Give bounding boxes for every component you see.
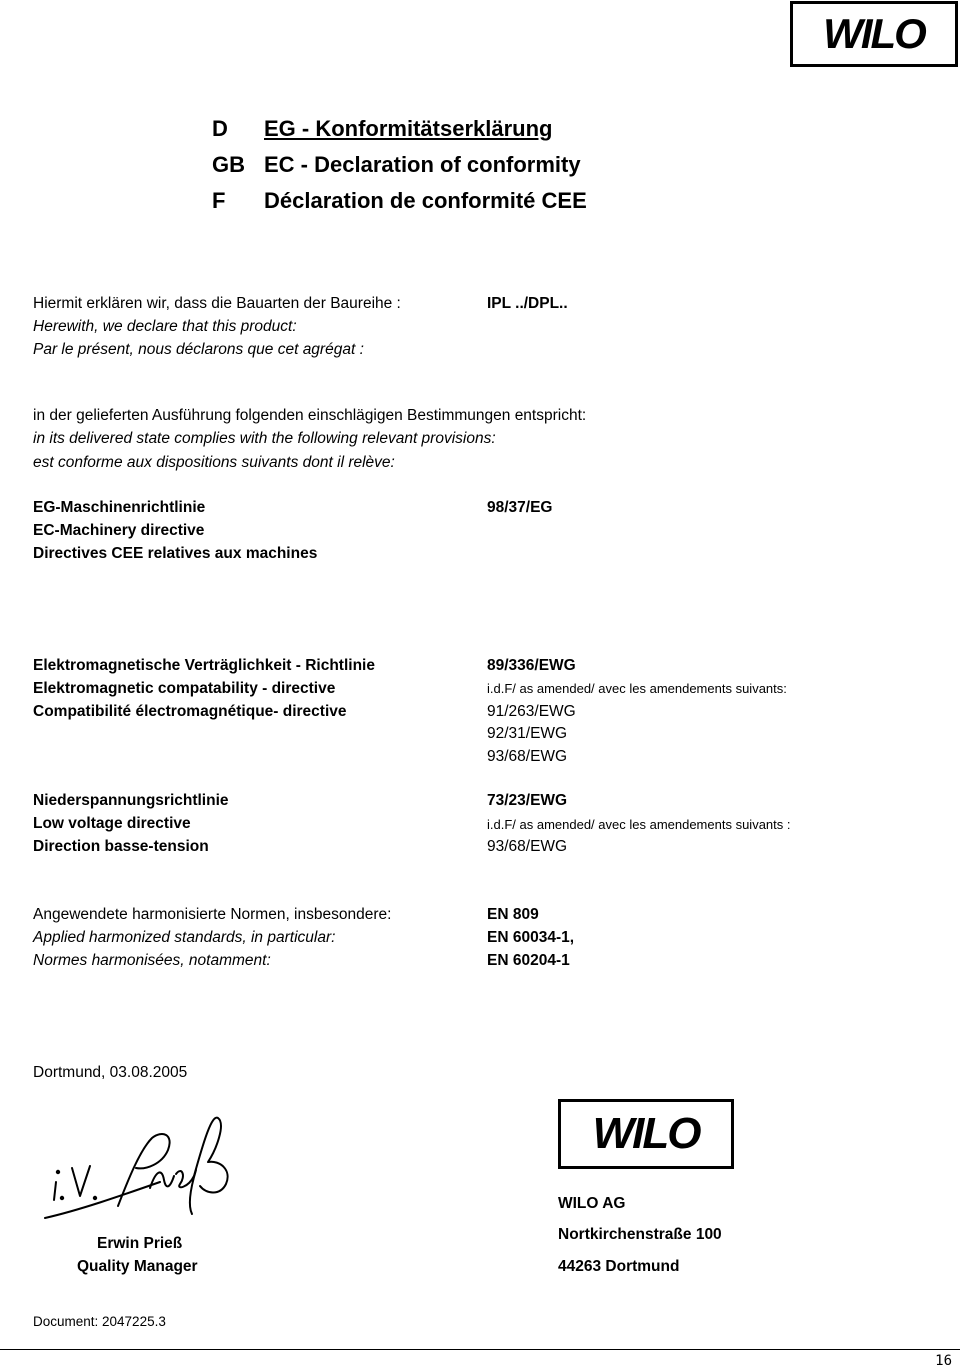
product-series: IPL ../DPL.. xyxy=(487,295,568,312)
header-logo-text: WILO xyxy=(823,10,925,57)
machinery-ref: 98/37/EG xyxy=(487,499,553,516)
header-logo xyxy=(790,1,958,67)
title-gb-text: EC - Declaration of conformity xyxy=(264,152,581,177)
emc-amendment: 93/68/EWG xyxy=(487,748,568,765)
emc-de: Elektromagnetische Verträglichkeit - Richtlinie xyxy=(33,657,375,674)
title-de-code: D xyxy=(212,116,228,141)
title-f-code: F xyxy=(212,188,226,213)
signatory-name: Erwin Prieß xyxy=(97,1235,183,1252)
low-voltage-fr: Direction basse-tension xyxy=(33,838,209,855)
emc-amendment: 92/31/EWG xyxy=(487,725,568,742)
standards-fr: Normes harmonisées, notamment: xyxy=(33,952,271,969)
emc-amended-note: i.d.F/ as amended/ avec les amendements suivants: xyxy=(487,681,787,696)
standards-en: Applied harmonized standards, in particular: xyxy=(33,929,336,946)
place-date: Dortmund, 03.08.2005 xyxy=(33,1064,188,1081)
declaration-de: Hiermit erklären wir, dass die Bauarten der Baureihe : xyxy=(33,295,401,312)
low-voltage-de: Niederspannungsrichtlinie xyxy=(33,792,229,809)
low-voltage-amendment: 93/68/EWG xyxy=(487,838,568,855)
standard-item: EN 60034-1, xyxy=(487,929,575,946)
signatory-role: Quality Manager xyxy=(77,1258,198,1275)
provisions-fr: est conforme aux dispositions suivants dont il relève: xyxy=(33,454,395,471)
provisions-de: in der gelieferten Ausführung folgenden einschlägigen Bestimmungen entspricht: xyxy=(33,407,587,424)
provisions-en: in its delivered state complies with the following relevant provisions: xyxy=(33,430,496,447)
title-gb xyxy=(212,152,581,178)
emc-en: Elektromagnetic compatability - directive xyxy=(33,680,336,697)
company-name: WILO AG xyxy=(558,1195,626,1212)
machinery-en: EC-Machinery directive xyxy=(33,522,205,539)
company-city: 44263 Dortmund xyxy=(558,1258,680,1275)
declaration-en: Herewith, we declare that this product: xyxy=(33,318,297,335)
standard-item: EN 809 xyxy=(487,906,539,923)
standards-de: Angewendete harmonisierte Normen, insbesondere: xyxy=(33,906,392,923)
title-gb-code: GB xyxy=(212,152,245,177)
company-logo xyxy=(558,1099,734,1169)
low-voltage-en: Low voltage directive xyxy=(33,815,191,832)
document-number: Document: 2047225.3 xyxy=(33,1314,166,1329)
machinery-fr: Directives CEE relatives aux machines xyxy=(33,545,318,562)
low-voltage-amended-note: i.d.F/ as amended/ avec les amendements suivants : xyxy=(487,817,791,832)
emc-amendment: 91/263/EWG xyxy=(487,703,576,720)
emc-fr: Compatibilité électromagnétique- directive xyxy=(33,703,347,720)
low-voltage-ref: 73/23/EWG xyxy=(487,792,568,809)
footer-rule xyxy=(0,1349,960,1350)
company-street: Nortkirchenstraße 100 xyxy=(558,1226,722,1243)
title-de-text: EG - Konformitätserklärung xyxy=(264,116,553,141)
page-number: 16 xyxy=(935,1353,952,1369)
emc-ref: 89/336/EWG xyxy=(487,657,576,674)
standard-item: EN 60204-1 xyxy=(487,952,570,969)
title-f-text: Déclaration de conformité CEE xyxy=(264,188,587,213)
declaration-fr: Par le présent, nous déclarons que cet agrégat : xyxy=(33,341,364,358)
company-logo-text: WILO xyxy=(592,1109,700,1158)
title-f xyxy=(212,188,587,214)
title-de xyxy=(212,116,552,142)
signature-image xyxy=(40,1110,250,1225)
machinery-de: EG-Maschinenrichtlinie xyxy=(33,499,206,516)
